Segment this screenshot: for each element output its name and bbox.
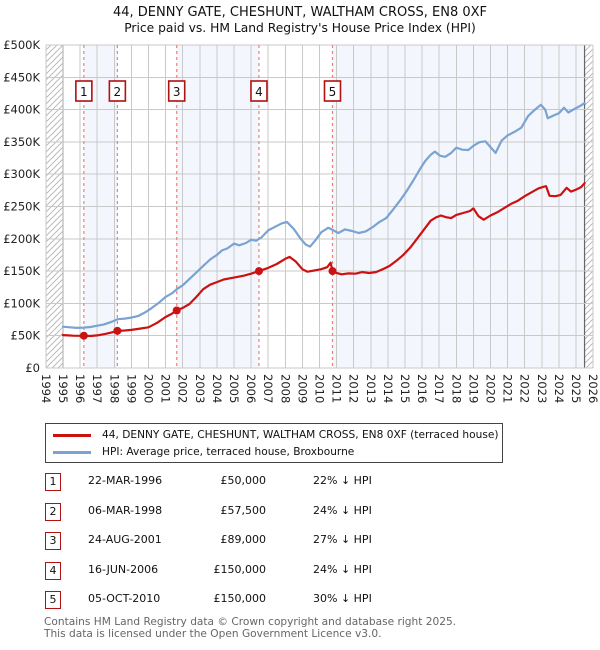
- y-tick-label: £100K: [3, 296, 40, 311]
- table-row: [45, 503, 485, 523]
- y-tick-label: £0: [25, 361, 40, 375]
- sale-price: £150,000: [213, 563, 266, 576]
- x-tick-label: 2015: [398, 374, 412, 404]
- x-tick-label: 2021: [500, 374, 515, 404]
- sale-date: 06-MAR-1998: [88, 504, 163, 517]
- legend-label: 44, DENNY GATE, CHESHUNT, WALTHAM CROSS, EN8 0XF (terraced house): [102, 429, 499, 441]
- x-tick-label: 1999: [124, 374, 139, 404]
- sale-marker: [80, 332, 88, 340]
- legend-entry-price-paid: [53, 426, 499, 444]
- x-axis-labels: [39, 374, 600, 403]
- sale-price: £57,500: [220, 504, 266, 517]
- x-tick-label: 2019: [466, 374, 481, 404]
- sale-number-badge: 1: [45, 473, 61, 491]
- x-tick-label: 1998: [107, 374, 122, 404]
- sale-marker: [173, 307, 181, 315]
- sale-marker: [328, 267, 336, 275]
- price-paid-line-swatch: [53, 434, 91, 437]
- y-tick-label: £250K: [3, 199, 40, 214]
- x-tick-label: 2022: [517, 374, 532, 404]
- x-tick-label: 2006: [244, 374, 259, 404]
- sale-date: 24-AUG-2001: [88, 533, 162, 546]
- x-tick-label: 2026: [586, 374, 600, 404]
- y-tick-label: £450K: [3, 70, 40, 85]
- x-tick-label: 2005: [227, 374, 241, 404]
- legend-label: HPI: Average price, terraced house, Broxbourne: [102, 446, 355, 458]
- sale-marker: [255, 267, 263, 275]
- sale-price: £50,000: [220, 474, 266, 487]
- x-tick-label: 2018: [449, 374, 464, 404]
- x-tick-label: 2003: [192, 374, 207, 404]
- sale-number-label: 5: [328, 85, 337, 99]
- page-subtitle: Price paid vs. HM Land Registry's House Price Index (HPI): [124, 21, 476, 35]
- x-tick-label: 2011: [329, 374, 344, 404]
- sale-hpi-diff: 24% ↓ HPI: [313, 504, 372, 517]
- x-tick-label: 2024: [551, 374, 566, 404]
- x-tick-label: 2000: [141, 374, 156, 404]
- footer-line-2: This data is licensed under the Open Government Licence v3.0.: [44, 627, 382, 640]
- page-title: 44, DENNY GATE, CHESHUNT, WALTHAM CROSS, EN8 0XF: [112, 5, 488, 20]
- x-tick-label: 2020: [483, 374, 498, 404]
- sale-date: 22-MAR-1996: [88, 474, 163, 487]
- sale-hpi-diff: 24% ↓ HPI: [313, 563, 372, 576]
- x-tick-label: 2009: [295, 374, 310, 404]
- x-tick-label: 1996: [73, 374, 88, 404]
- y-tick-label: £350K: [3, 134, 40, 149]
- x-tick-label: 2023: [534, 374, 549, 404]
- sale-hpi-diff: 27% ↓ HPI: [313, 533, 372, 546]
- y-tick-label: £200K: [3, 231, 40, 246]
- sale-number-label: 1: [80, 85, 88, 99]
- y-tick-label: £400K: [3, 102, 40, 117]
- license-footer: [44, 617, 456, 640]
- sale-date: 16-JUN-2006: [88, 563, 159, 576]
- x-tick-label: 2010: [312, 374, 327, 404]
- x-tick-label: 2004: [209, 374, 224, 404]
- sale-number-badge: 2: [45, 503, 61, 521]
- table-row: [45, 562, 485, 582]
- sale-number-badge: 5: [45, 591, 61, 609]
- x-tick-label: 2013: [363, 374, 378, 404]
- sale-price: £89,000: [220, 533, 266, 546]
- x-tick-label: 1994: [38, 374, 53, 404]
- x-tick-label: 2007: [261, 374, 276, 404]
- chart-legend: [45, 423, 503, 463]
- y-axis-labels: [3, 38, 40, 375]
- x-tick-label: 2012: [346, 374, 361, 404]
- y-tick-label: £50K: [10, 328, 40, 343]
- footer-line-1: Contains HM Land Registry data © Crown copyright and database right 2025.: [44, 616, 457, 628]
- sale-hpi-diff: 22% ↓ HPI: [313, 474, 372, 487]
- sale-number-badge: 3: [45, 532, 61, 550]
- sale-marker: [113, 327, 121, 335]
- sale-number-badge: 4: [45, 562, 61, 580]
- table-row: [45, 532, 485, 552]
- sale-price: £150,000: [213, 592, 266, 605]
- sale-date: 05-OCT-2010: [88, 592, 161, 605]
- x-tick-label: 2008: [278, 374, 293, 404]
- sale-number-label: 4: [255, 85, 263, 99]
- table-row: [45, 591, 485, 611]
- sale-hpi-diff: 30% ↓ HPI: [313, 592, 372, 605]
- x-tick-label: 1997: [90, 374, 105, 404]
- y-tick-label: £500K: [3, 38, 40, 52]
- x-tick-label: 2001: [158, 374, 173, 404]
- y-tick-label: £300K: [3, 167, 40, 182]
- y-tick-label: £150K: [3, 264, 40, 279]
- sale-number-label: 2: [113, 85, 122, 99]
- x-tick-label: 2016: [415, 374, 430, 404]
- table-row: [45, 473, 485, 493]
- x-tick-label: 2017: [432, 374, 447, 404]
- x-tick-label: 2002: [175, 374, 190, 404]
- legend-entry-hpi: [53, 443, 354, 461]
- x-tick-label: 2025: [569, 374, 583, 404]
- hpi-line-swatch: [53, 451, 91, 454]
- x-tick-label: 2014: [380, 374, 395, 404]
- sale-number-label: 3: [172, 85, 181, 99]
- x-tick-label: 1995: [56, 374, 70, 404]
